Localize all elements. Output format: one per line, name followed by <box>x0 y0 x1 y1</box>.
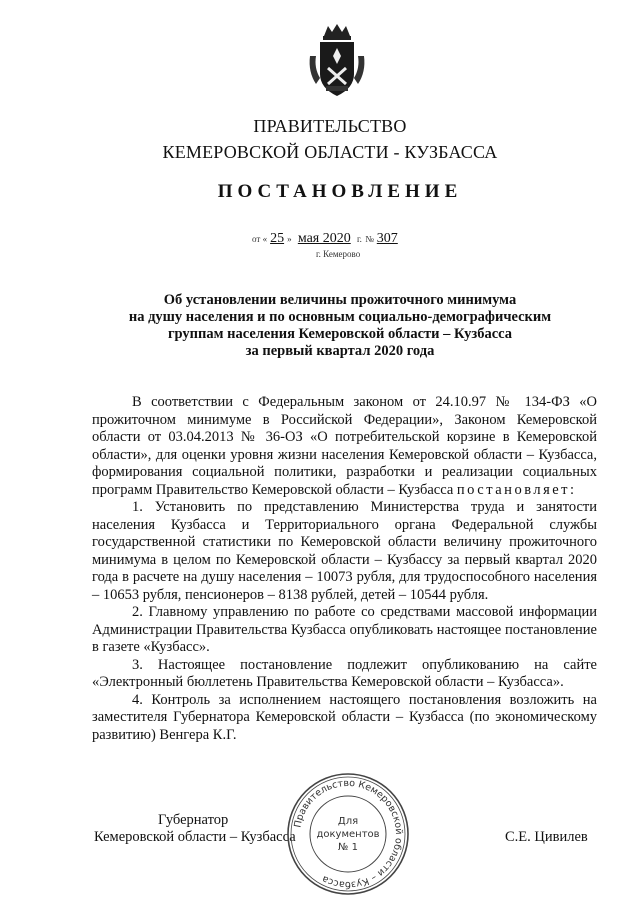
stamp-center-line3: № 1 <box>338 842 358 853</box>
item-paragraph: 2. Главному управлению по работе со средствами массовой информации Администрации Правительства Кузбасса опубликовать настоящее постановление в газете «Кузбасс». <box>92 604 597 655</box>
document-type: ПОСТАНОВЛЕНИЕ <box>217 181 463 202</box>
government-name-line2: КЕМЕРОВСКОЙ ОБЛАСТИ - КУЗБАССА <box>162 142 498 162</box>
date-number-line <box>252 230 401 247</box>
number-prefix: № <box>365 234 374 244</box>
resolution-word: постановляет: <box>456 481 577 498</box>
signatory-title-line1: Губернатор <box>158 812 229 828</box>
date-year-suffix: г. <box>357 234 362 244</box>
government-name-line1: ПРАВИТЕЛЬСТВО <box>253 116 407 136</box>
intro-text: В соответствии с Федеральным законом от 24.10.97 № 134-ФЗ «О прожиточном минимуме в Российской Федерации», Законом Кемеровской области от 03.04.2013 № 36-ОЗ «О потребительской корзине в Кемеровской области», для оценки уровня жизни населения Кемеровской области – Кузбасса, формирования социальной политики, разработки и реализации социальных программ Правительство Кемеровской области – Кузбасса <box>92 394 597 498</box>
signatory-name: С.Е. Цивилев <box>505 829 588 845</box>
item-paragraph: 1. Установить по представлению Министерства труда и занятости населения Кузбасса и Территориального органа Федеральной службы государственной статистики по Кемеровской области величину прожиточного минимума в целом по Кемеровской области – Кузбассу за первый квартал 2020 года в расчете на душу населения – 10073 рубля, для трудоспособного населения – 10653 рубля, пенсионеров – 8138 рублей, детей – 10544 рубля. <box>92 499 597 603</box>
intro-paragraph <box>92 394 597 499</box>
signatory-title-line2: Кемеровской области – Кузбасса <box>94 829 296 845</box>
item-paragraph: 4. Контроль за исполнением настоящего постановления возложить на заместителя Губернатора Кемеровской области – Кузбасса (по экономическому развитию) Венгера К.Г. <box>92 691 597 743</box>
date-prefix: от « <box>252 234 268 244</box>
date-month-year: мая 2020 <box>297 231 351 246</box>
title-line: на душу населения и по основным социально-демографическим <box>128 309 552 325</box>
title-line: группам населения Кемеровской области – Кузбасса <box>167 326 513 342</box>
document-title <box>60 292 620 360</box>
stamp-center-line2: документов <box>316 829 380 840</box>
document-number: 307 <box>376 231 398 246</box>
title-line: за первый квартал 2020 года <box>245 343 435 359</box>
stamp-center-line1: Для <box>337 816 359 827</box>
title-line: Об установлении величины прожиточного минимума <box>163 292 517 308</box>
stamp-ring-text: Правительство Кемеровской области – Кузбасса <box>292 777 405 891</box>
coat-of-arms-icon <box>306 22 368 102</box>
document-body <box>92 394 597 744</box>
city: г. Кемерово <box>316 249 361 259</box>
date-day: 25 <box>270 231 285 246</box>
official-stamp <box>286 772 410 896</box>
item-paragraph: 3. Настоящее постановление подлежит опубликованию на сайте «Электронный бюллетень Правительства Кемеровской области – Кузбасса». <box>92 656 597 690</box>
date-mid: » <box>287 234 292 244</box>
